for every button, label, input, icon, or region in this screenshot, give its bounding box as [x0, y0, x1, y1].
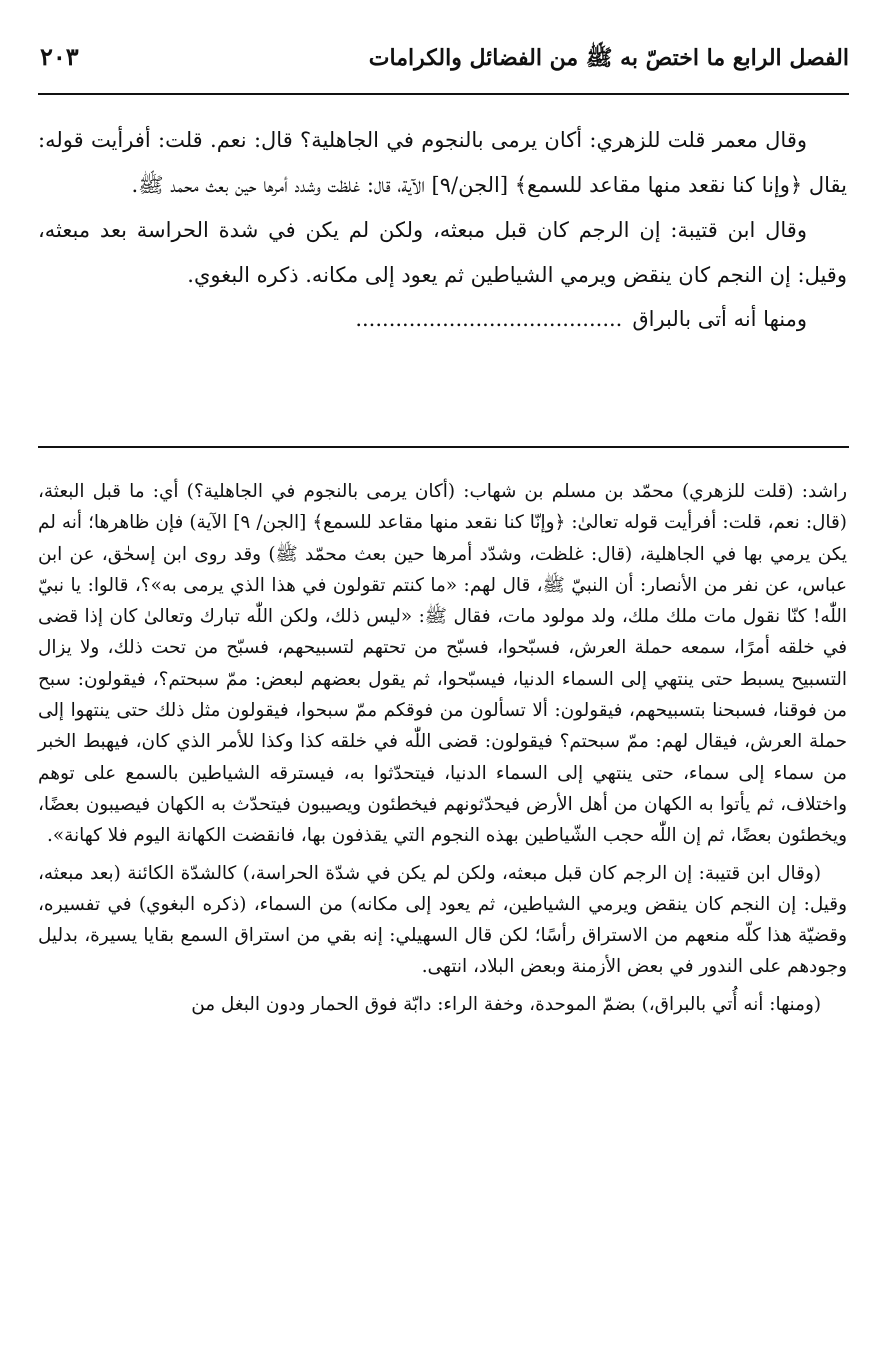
page-number: ٢٠٣ — [40, 42, 79, 71]
matn-paragraph: وقال ابن قتيبة: إن الرجم كان قبل مبعثه، ولكن لم يكن في شدة الحراسة بعد مبعثه، وقيل: إن النجم كان ينقض ويرمي الشياطين ثم يعود إلى مكانه. ذكره البغوي. — [38, 218, 847, 287]
matn-paragraph: وقال معمر قلت للزهري: أكان يرمى بالنجوم في الجاهلية؟ قال: نعم. قلت: أفرأيت قوله: يقال ﴿وإنا كنا نقعد منها مقاعد للسمع﴾ [الجن/٩] الآية، قال: غلظت وشدد أمرها حين بعث محمد ﷺ. — [38, 128, 847, 197]
commentary-paragraph: (وقال ابن قتيبة: إن الرجم كان قبل مبعثه، ولكن لم يكن في شدّة الحراسة،) كالشدّة الكائنة (بعد مبعثه، وقيل: إن النجم كان ينقض ويرمي الشياطين، ثم يعود إلى مكانه) من السماء، (ذكره البغوي) في تفسيره، وقضيّة هذا كلّه منعهم من الاستراق رأسًا؛ لكن قال السهيلي: إنه بقي من استراق السمع بقايا يسيرة، بدليل وجودهم على الندور في بعض الأزمنة وبعض البلاد، انتهى. — [38, 862, 847, 978]
header-rule — [38, 93, 849, 95]
commentary-paragraph: راشد: (قلت للزهري) محمّد بن مسلم بن شهاب: (أكان يرمى بالنجوم في الجاهلية؟) أي: ما قبل البعثة، (قال: نعم، قلت: أفرأيت قوله تعالىٰ: ﴿وإنّا كنا نقعد منها مقاعد للسمع﴾ [الجن/ ٩] الآية) فإن ظاهرها؛ أنه لم يكن يرمي بها في الجاهلية، (قال: غلظت، وشدّد أمرها حين بعث محمّد ﷺ) وقد روى ابن إسحٰق، عن ابن عباس، عن نفر من الأنصار: أن النبيّ ﷺ، قال لهم: «ما كنتم تقولون في هذا الذي يرمى به»؟، قالوا: يا نبيّ اللّٰه! كنّا نقول مات ملك ملك، ولد مولود مات، فقال ﷺ: «ليس ذلك، ولكن اللّٰه تبارك وتعالىٰ كان إذا قضى في خلقه أمرًا، سمعه حملة العرش، فسبّحوا، فسبّح من تحتهم لتسبيحهم، فسبّح من تحت ذلك، ولا يزال التسبيح يسبط حتى ينتهي إلى السماء الدنيا، فيسبّحوا، ثم يقول بعضهم لبعض: ممّ سبحتم؟، فيقولون: سبح من فوقنا، فسبحنا بتسبيحهم، فيقولون: ألا تسألون من فوقكم ممّ سبحوا، فيقولون مثل ذلك حتى ينتهوا إلى حملة العرش، فيقال لهم: ممّ سبحتم؟ فيقولون: قضى اللّٰه في خلقه كذا وكذا للأمر الذي كان، فيهبط الخبر من سماء إلى سماء، حتى ينتهي إلى السماء الدنيا، فيتحدّثوا به، فيسترقه الشياطين بالسمع على توهم واختلاف، ثم يأتوا به الكهان من أهل الأرض فيحدّثونهم فيخطئون ويصيبون فيتحدّث به الكهان فيصيبون بعضًا، ويخطئون بعضًا، ثم إن اللّٰه حجب الشّياطين بهذه النجوم التي يقذفون بها، فانقضت الكهانة اليوم فلا كهانة». — [38, 481, 847, 847]
dot-leader: ........................................ — [355, 307, 623, 331]
matn-line: ومنها أنه أتى بالبراق — [632, 307, 807, 331]
commentary-paragraph: (ومنها: أنه أُتي بالبراق،) بضمّ الموحدة، وخفة الراء: دابّة فوق الحمار ودون البغل من — [191, 993, 821, 1015]
section-divider — [38, 446, 849, 448]
running-header — [40, 38, 849, 86]
chapter-title: الفصل الرابع ما اختصّ به ﷺ من الفضائل والكرامات — [368, 45, 849, 71]
commentary-text — [38, 476, 847, 1026]
matn-text — [38, 118, 847, 340]
matn-paragraph-continued — [38, 298, 847, 340]
